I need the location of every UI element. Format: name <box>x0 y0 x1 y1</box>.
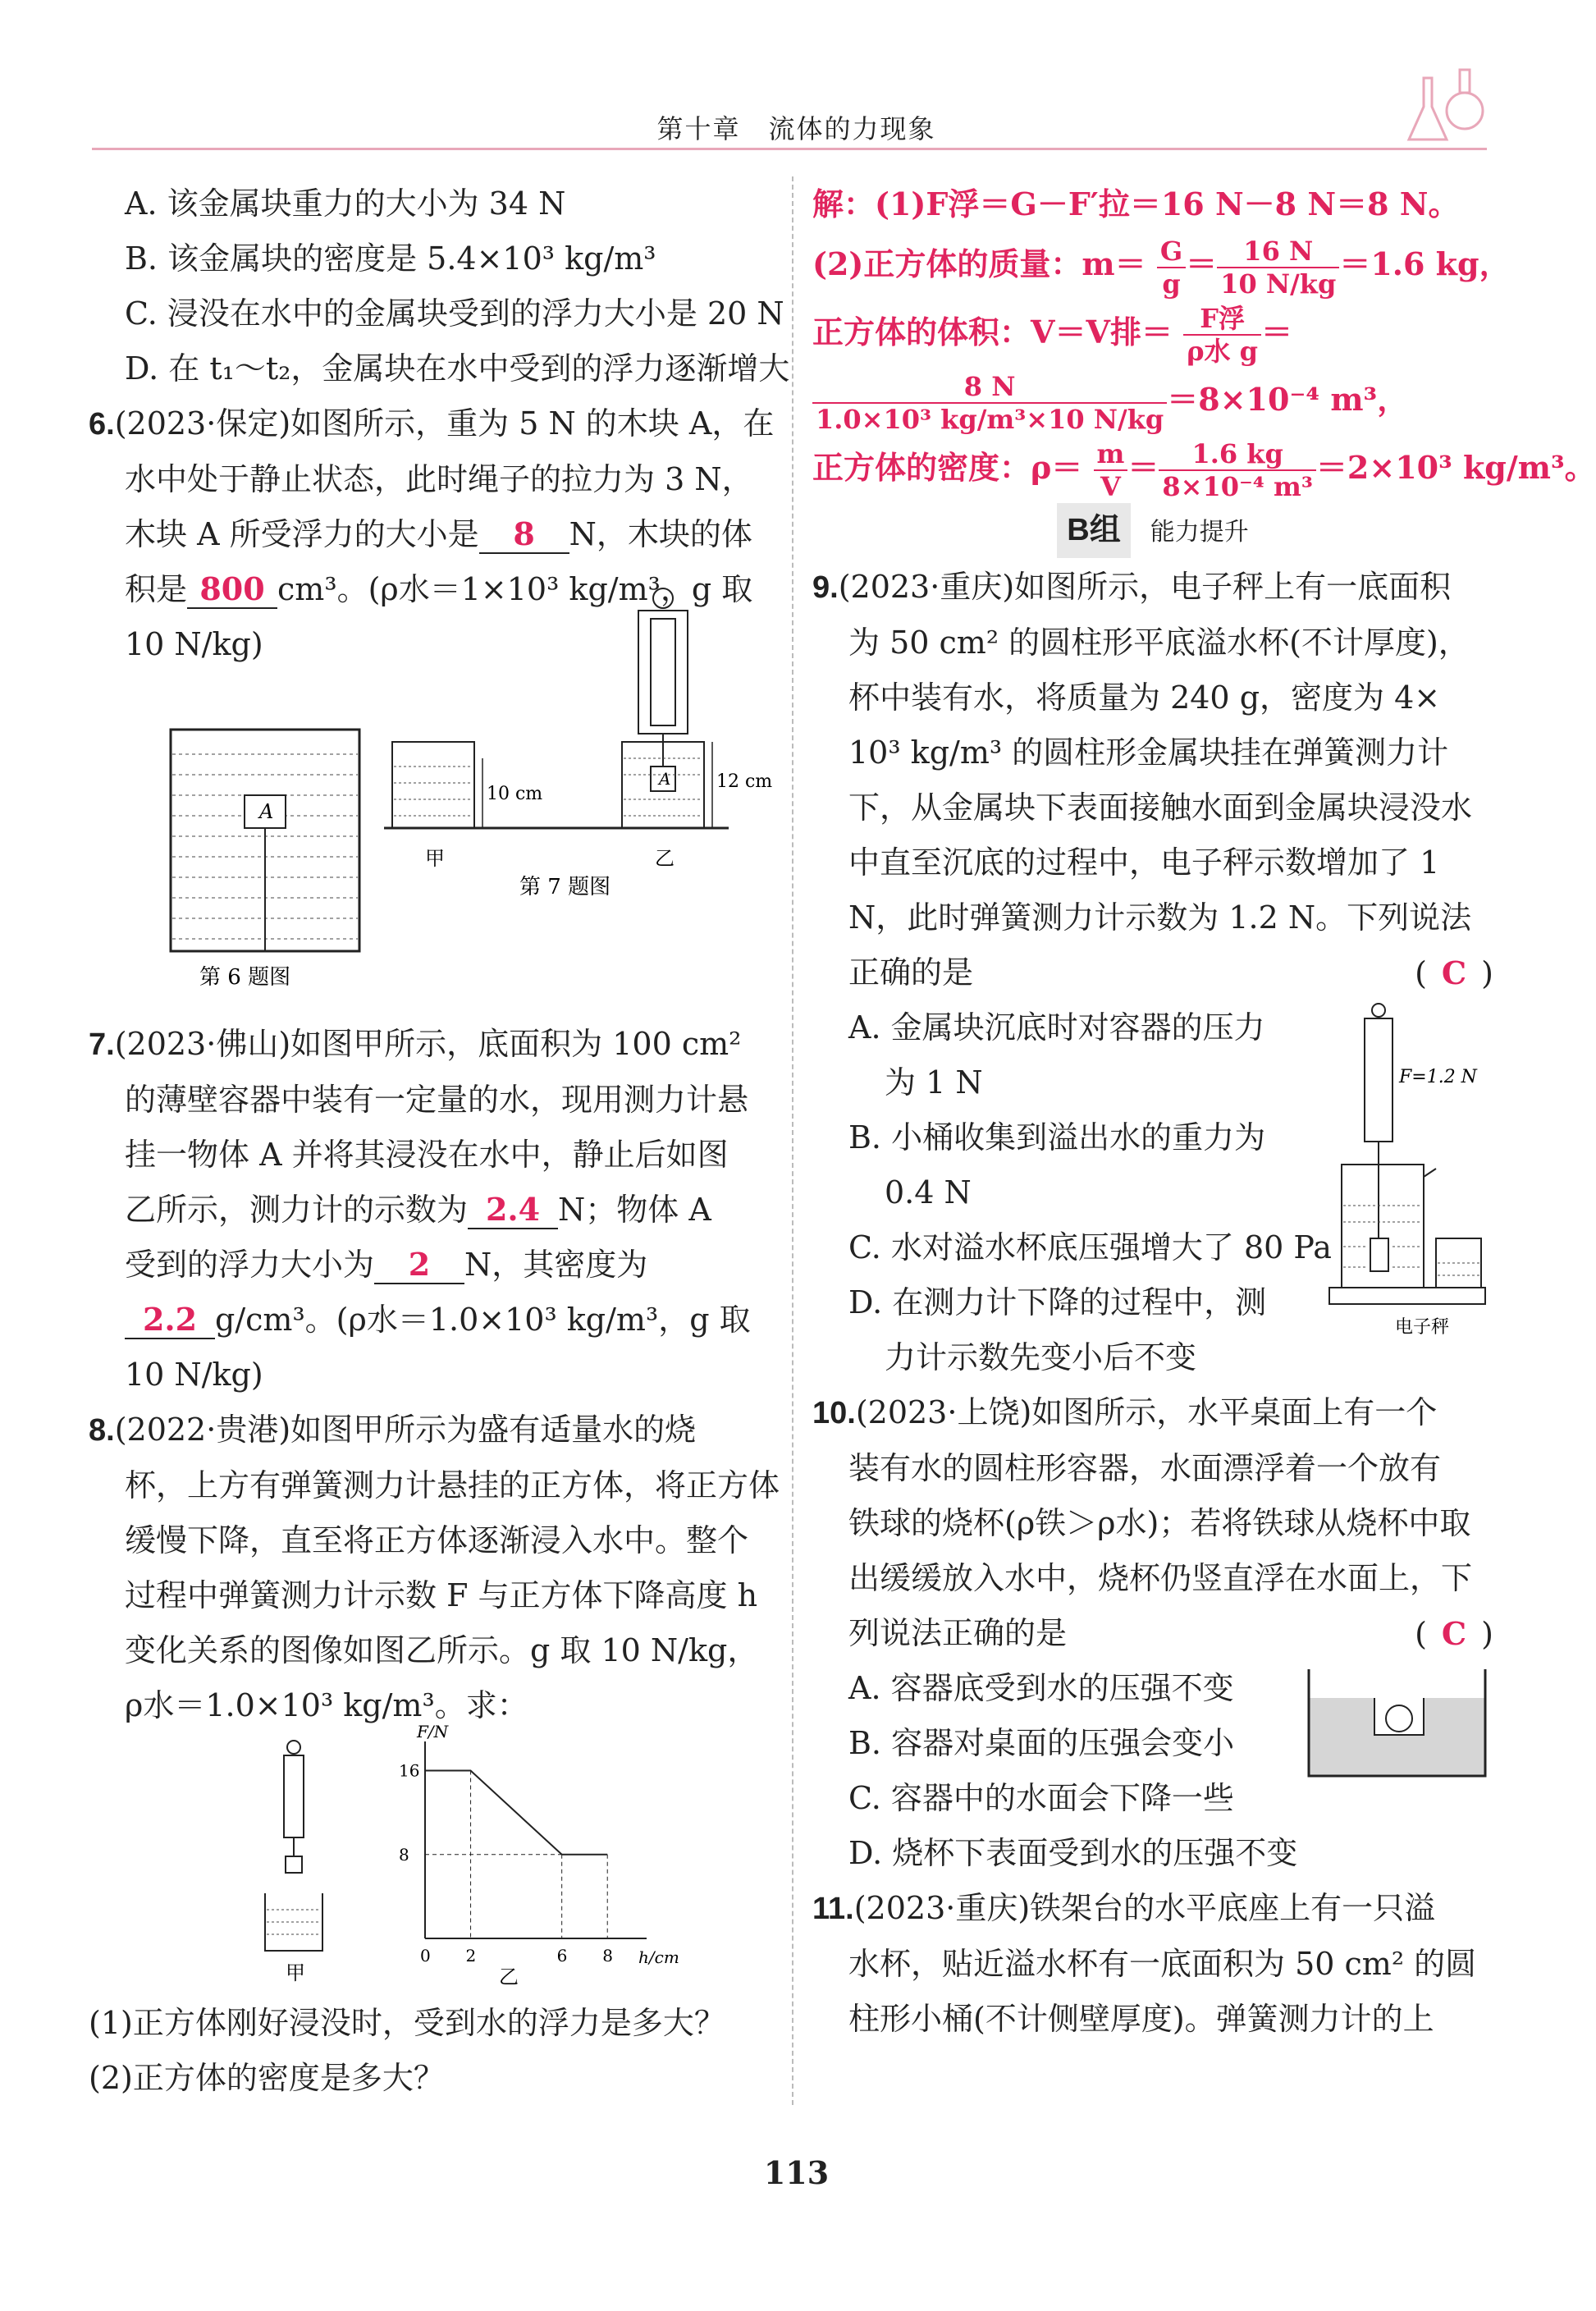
left-column <box>89 176 790 2106</box>
page-number: 113 <box>763 2154 830 2191</box>
fig7-label-right: 乙 <box>655 847 675 870</box>
fig6-caption: 第 6 题图 <box>199 965 291 990</box>
group-b-heading <box>812 502 1493 560</box>
frac-g-over-g: $\frac{G}{g}$ <box>1157 236 1186 300</box>
fig7-block-label: A <box>659 769 671 789</box>
q8-line2: 杯，上方有弹簧测力计悬挂的正方体，将正方体 <box>125 1467 780 1503</box>
q9-option-d1: D. 在测力计下降的过程中，测 <box>848 1284 1267 1320</box>
q9-number: 9. <box>812 570 839 605</box>
q5-option-a: A. 该金属块重力的大小为 34 N <box>125 185 566 222</box>
q6-line3: 木块 A 所受浮力的大小是 8 N，木块的体 <box>125 515 752 552</box>
q9-figure <box>1325 1000 1498 1345</box>
solution-line5: 正方体的密度：ρ＝ $\frac{m}{V}$ ＝ $\frac{1.6 kg}{\text{8×10⁻⁴ m³}}$ ＝2×10³ kg/m³。 <box>812 438 1596 502</box>
fig8-label-right: 乙 <box>499 1965 519 1988</box>
q9-line2: 为 50 cm² 的圆柱形平底溢水杯(不计厚度)， <box>848 625 1470 661</box>
q8-number: 8. <box>89 1413 115 1448</box>
figure-6 <box>162 705 409 1017</box>
solution-line4: $\frac{8 N}{\text{1.0×10³ kg/m³×10 N/kg}}$ ＝8×10⁻⁴ m³， <box>812 367 1493 435</box>
figure-8 <box>89 1722 774 1996</box>
q6-line2: 水中处于静止状态，此时绳子的拉力为 3 N， <box>125 461 753 497</box>
y-axis-label: F/N <box>417 1722 449 1741</box>
q8-line1: 8.(2022·贵港)如图甲所示为盛有适量水的烧 <box>89 1412 697 1448</box>
q11-line3: 柱形小桶(不计侧壁厚度)。弹簧测力计的上 <box>848 2001 1434 2037</box>
q6-answer-1: 8 <box>479 516 569 554</box>
x-axis-label: h/cm <box>638 1947 679 1967</box>
q9-answer-bracket: ( C ) <box>1415 954 1493 991</box>
fig7-caption: 第 7 题图 <box>519 875 611 899</box>
fig8-apparatus <box>261 1737 359 1992</box>
q9-line5: 下，从金属块下表面接触水面到金属块浸没水 <box>848 789 1473 826</box>
frac-volume-value: $\frac{8 N}{\text{1.0×10³ kg/m³×10 N/kg}}$ <box>812 371 1167 435</box>
q9-line1: 9.(2023·重庆)如图所示，电子秤上有一底面积 <box>812 569 1452 605</box>
figures-6-7 <box>89 672 774 1017</box>
group-badge: B组 <box>1057 503 1130 558</box>
q10-line3: 铁球的烧杯(ρ铁＞ρ水)；若将铁球从烧杯中取 <box>848 1505 1471 1541</box>
right-column <box>812 176 1596 2047</box>
q10-answer-bracket: ( C ) <box>1415 1615 1493 1652</box>
q6-number: 6. <box>89 407 115 442</box>
q8-line5: 变化关系的图像如图乙所示。g 取 10 N/kg， <box>125 1632 759 1668</box>
q9-option-a1: A. 金属块沉底时对容器的压力 <box>848 1009 1265 1046</box>
q10-option-a: A. 容器底受到水的压强不变 <box>848 1670 1234 1706</box>
figure-7 <box>384 582 773 1017</box>
q10-answer: C <box>1441 1615 1467 1652</box>
q9-scale-label: 电子秤 <box>1395 1317 1450 1338</box>
q7-line5: 受到的浮力大小为 2 N，其密度为 <box>125 1246 648 1283</box>
q6-line5: 10 N/kg) <box>125 626 263 662</box>
q5-option-c: C. 浸没在水中的金属块受到的浮力大小是 20 N <box>125 295 784 332</box>
q7-answer-3: 2.2 <box>125 1302 215 1339</box>
q9-option-a2: 为 1 N <box>885 1064 983 1101</box>
group-subtitle: 能力提升 <box>1150 518 1249 547</box>
flask-icon <box>1399 62 1489 152</box>
q9-option-b1: B. 小桶收集到溢出水的重力为 <box>848 1119 1266 1156</box>
q10-line5: 列说法正确的是 ( C ) <box>812 1606 1493 1661</box>
q9-line7: N，此时弹簧测力计示数为 1.2 N。下列说法 <box>848 899 1472 936</box>
q11-number: 11. <box>812 1892 854 1926</box>
q9-line3: 杯中装有水，将质量为 240 g，密度为 4× <box>848 680 1441 716</box>
q10-option-d: D. 烧杯下表面受到水的压强不变 <box>848 1835 1298 1871</box>
q8-line3: 缓慢下降，直至将正方体逐渐浸入水中。整个 <box>125 1522 749 1558</box>
block-a-label: A <box>259 800 274 823</box>
q7-line6: 2.2 g/cm³。(ρ水＝1.0×10³ kg/m³，g 取 <box>89 1293 774 1348</box>
q10-option-c: C. 容器中的水面会下降一些 <box>848 1780 1234 1816</box>
q8-line4: 过程中弹簧测力计示数 F 与正方体下降高度 h <box>125 1577 758 1613</box>
fig7-label-left: 甲 <box>425 847 445 870</box>
q7-answer-2: 2 <box>374 1247 464 1284</box>
solution-line3: 正方体的体积：V＝V排＝ $\frac{\text{F浮}}{\text{ρ水 g}}$ ＝ <box>812 303 1293 367</box>
q9-line6: 中直至沉底的过程中，电子秤示数增加了 1 <box>848 844 1440 881</box>
q8-line6: ρ水＝1.0×10³ kg/m³。求： <box>125 1687 528 1723</box>
q9-option-c: C. 水对溢水杯底压强增大了 80 Pa <box>848 1229 1332 1265</box>
q10-line1: 10.(2023·上饶)如图所示，水平桌面上有一个 <box>812 1394 1438 1430</box>
frac-m-over-v: $\frac{m}{V}$ <box>1094 438 1128 502</box>
q7-line7: 10 N/kg) <box>125 1357 263 1393</box>
frac-density: $\frac{1.6 kg}{\text{8×10⁻⁴ m³}}$ <box>1159 438 1316 502</box>
q9-options <box>812 1000 1493 1385</box>
q7-line2: 的薄壁容器中装有一定量的水，现用测力计悬 <box>125 1082 749 1118</box>
y-tick-16: 16 <box>399 1760 420 1781</box>
q9-option-d2: 力计示数先变小后不变 <box>885 1339 1197 1375</box>
q7-line4: 乙所示，测力计的示数为 2.4 N；物体 A <box>125 1191 711 1228</box>
q5-option-b: B. 该金属块的密度是 5.4×10³ kg/m³ <box>125 240 656 277</box>
x-tick-0: 0 <box>420 1946 431 1965</box>
q9-answer: C <box>1441 954 1467 991</box>
fig8-graph <box>384 1722 679 1996</box>
q9-line8: 正确的是 ( C ) <box>812 945 1493 1000</box>
x-tick-2: 2 <box>465 1946 477 1965</box>
frac-volume: $\frac{\text{F浮}}{\text{ρ水 g}}$ <box>1183 303 1261 367</box>
series-line <box>425 1771 607 1855</box>
frac-mass: $\frac{16 N}{10 N/kg}$ <box>1217 236 1339 300</box>
q11-line1: 11.(2023·重庆)铁架台的水平底座上有一只溢 <box>812 1890 1436 1926</box>
q10-options <box>812 1661 1493 1881</box>
q7-line3: 挂一物体 A 并将其浸没在水中，静止后如图 <box>125 1137 729 1173</box>
q10-line2: 装有水的圆柱形容器，水面漂浮着一个放有 <box>848 1450 1442 1486</box>
chapter-header: 第十章 流体的力现象 <box>656 113 936 144</box>
q11-line2: 水杯，贴近溢水杯有一底面积为 50 cm² 的圆 <box>848 1946 1477 1982</box>
q10-line4: 出缓缓放入水中，烧杯仍竖直浮在水面上，下 <box>848 1560 1473 1596</box>
q7-number: 7. <box>89 1027 115 1062</box>
fig7-height-1: 10 cm <box>487 784 543 804</box>
q8-sub-2: (2)正方体的密度是多大？ <box>89 2060 445 2096</box>
fig7-height-2: 12 cm <box>716 771 773 792</box>
q10-option-b: B. 容器对桌面的压强会变小 <box>848 1725 1235 1761</box>
column-divider <box>792 176 793 2105</box>
solution-line1: 解：(1)F浮＝G－F′拉＝16 N－8 N＝8 N。 <box>812 185 1460 222</box>
x-tick-8: 8 <box>602 1946 613 1965</box>
q8-sub-1: (1)正方体刚好浸没时，受到水的浮力是多大？ <box>89 2005 725 2041</box>
q10-number: 10. <box>812 1396 856 1430</box>
q7-answer-1: 2.4 <box>468 1192 558 1229</box>
q5-option-d: D. 在 t₁～t₂，金属块在水中受到的浮力逐渐增大 <box>125 350 790 387</box>
q9-force-label: F=1.2 N <box>1399 1067 1477 1087</box>
solution-line2: (2)正方体的质量：m＝ $\frac{G}{g}$ ＝ $\frac{16 N}{10 N/kg}$ ＝1.6 kg， <box>812 235 1511 300</box>
q6-answer-2: 800 <box>187 571 277 609</box>
q7-line1: 7.(2023·佛山)如图甲所示，底面积为 100 cm² <box>89 1026 742 1062</box>
fig8-label-left: 甲 <box>286 1961 305 1984</box>
x-tick-6: 6 <box>556 1946 568 1965</box>
q10-figure <box>1305 1665 1493 1780</box>
header-rule <box>92 148 1487 150</box>
y-tick-8: 8 <box>399 1844 409 1865</box>
q6-line4: 积是 800 cm³。(ρ水＝1×10³ kg/m³，g 取 <box>125 570 753 607</box>
q9-option-b2: 0.4 N <box>885 1174 972 1210</box>
q6-line1: 6.(2023·保定)如图所示，重为 5 N 的木块 A，在 <box>89 405 775 442</box>
q9-line4: 10³ kg/m³ 的圆柱形金属块挂在弹簧测力计 <box>848 734 1449 771</box>
